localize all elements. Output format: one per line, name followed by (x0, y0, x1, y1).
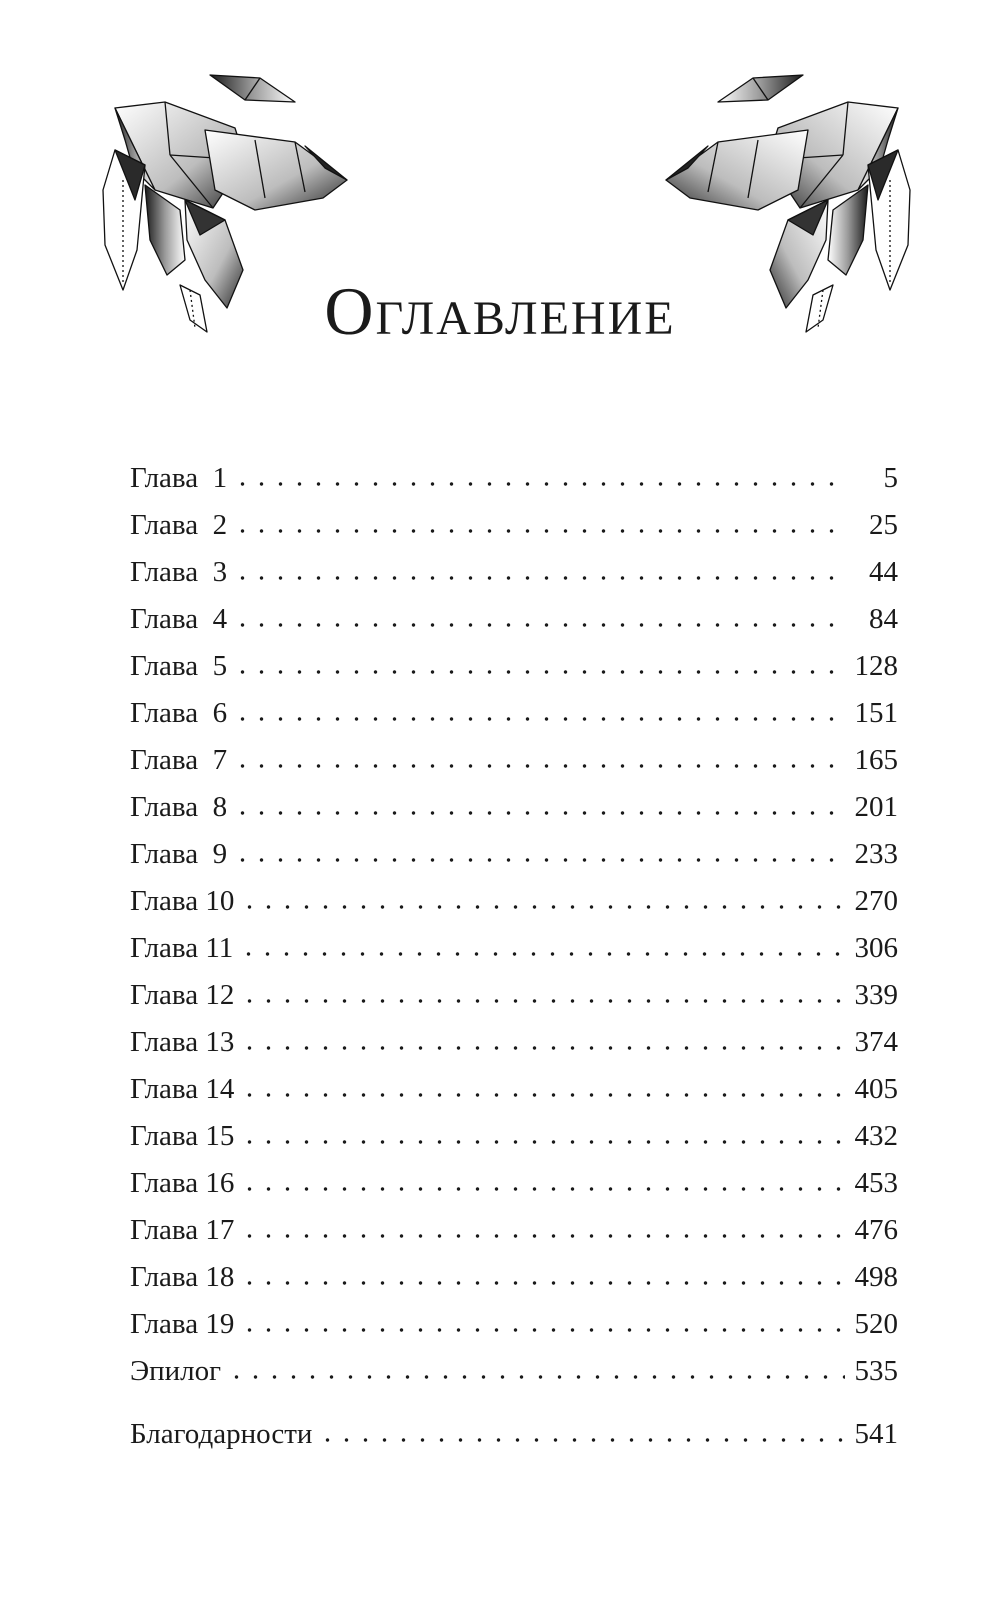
toc-entry-label: Глава 17 (130, 1214, 235, 1246)
toc-entry-label: Эпилог (130, 1355, 222, 1387)
toc-entry-page-number: 201 (854, 791, 898, 823)
toc-entry-label: Глава 4 (130, 603, 228, 635)
toc-entry-label: Глава 5 (130, 650, 228, 682)
toc-entry-label: Глава 3 (130, 556, 228, 588)
page-title: Оглавление (324, 273, 676, 349)
toc-entry[interactable] (130, 1066, 898, 1113)
dot-leader (233, 764, 844, 768)
toc-entry[interactable] (130, 784, 898, 831)
toc-entry[interactable] (130, 1301, 898, 1348)
dot-leader (318, 1438, 844, 1442)
toc-entry-page-number: 405 (854, 1073, 898, 1105)
toc-entry-label: Глава 19 (130, 1308, 235, 1340)
dot-leader (240, 1187, 844, 1191)
dot-leader (233, 670, 844, 674)
toc-entry[interactable] (130, 1254, 898, 1301)
toc-entry-page-number: 339 (854, 979, 898, 1011)
toc-entry-page-number: 306 (854, 932, 898, 964)
toc-entry-page-number: 535 (854, 1355, 898, 1387)
toc-entry-page-number: 44 (869, 556, 898, 588)
dot-leader (239, 952, 844, 956)
toc-entry[interactable] (130, 549, 898, 596)
table-of-contents (130, 455, 898, 1458)
toc-entry[interactable] (130, 455, 898, 502)
toc-entry-label: Глава 18 (130, 1261, 235, 1293)
dot-leader (233, 811, 844, 815)
toc-entry-label: Глава 2 (130, 509, 228, 541)
toc-entry[interactable] (130, 1348, 898, 1395)
dot-leader (240, 1328, 844, 1332)
dot-leader (240, 905, 844, 909)
toc-entry-page-number: 541 (854, 1418, 898, 1450)
dot-leader (227, 1375, 844, 1379)
toc-entry-page-number: 498 (854, 1261, 898, 1293)
toc-entry-label: Глава 14 (130, 1073, 235, 1105)
dot-leader (240, 1281, 844, 1285)
toc-entry[interactable] (130, 643, 898, 690)
toc-entry-page-number: 151 (854, 697, 898, 729)
toc-entry[interactable] (130, 502, 898, 549)
dot-leader (233, 529, 848, 533)
toc-entry-page-number: 453 (854, 1167, 898, 1199)
toc-entry-page-number: 374 (854, 1026, 898, 1058)
dot-leader (233, 576, 848, 580)
dot-leader (233, 482, 848, 486)
toc-entry-page-number: 165 (854, 744, 898, 776)
toc-entry[interactable] (130, 1160, 898, 1207)
dot-leader (233, 717, 844, 721)
toc-entry[interactable] (130, 878, 898, 925)
toc-entry-label: Глава 16 (130, 1167, 235, 1199)
dot-leader (233, 858, 844, 862)
toc-entry-page-number: 520 (854, 1308, 898, 1340)
toc-entry[interactable] (130, 1207, 898, 1254)
dot-leader (240, 1140, 844, 1144)
toc-entry[interactable] (130, 690, 898, 737)
toc-entry[interactable] (130, 1113, 898, 1160)
toc-entry[interactable] (130, 737, 898, 784)
dot-leader (240, 1046, 844, 1050)
toc-entry-page-number: 25 (869, 509, 898, 541)
toc-entry[interactable] (130, 596, 898, 643)
toc-entry-page-number: 432 (854, 1120, 898, 1152)
toc-entry-label: Глава 9 (130, 838, 228, 870)
toc-entry-page-number: 233 (854, 838, 898, 870)
dot-leader (233, 623, 848, 627)
toc-entry[interactable] (130, 972, 898, 1019)
toc-entry-label: Глава 15 (130, 1120, 235, 1152)
toc-entry[interactable] (130, 1411, 898, 1458)
toc-entry-label: Глава 11 (130, 932, 234, 964)
toc-entry[interactable] (130, 925, 898, 972)
toc-entry-page-number: 270 (854, 885, 898, 917)
toc-entry[interactable] (130, 1019, 898, 1066)
toc-entry-label: Глава 6 (130, 697, 228, 729)
toc-entry-label: Глава 8 (130, 791, 228, 823)
dot-leader (240, 1093, 844, 1097)
toc-entry-label: Глава 12 (130, 979, 235, 1011)
toc-entry-label: Глава 13 (130, 1026, 235, 1058)
toc-entry-label: Глава 7 (130, 744, 228, 776)
toc-entry-page-number: 84 (869, 603, 898, 635)
dot-leader (240, 999, 844, 1003)
toc-entry-label: Глава 1 (130, 462, 228, 494)
toc-entry-label: Глава 10 (130, 885, 235, 917)
toc-entry-page-number: 5 (883, 462, 898, 494)
dot-leader (240, 1234, 844, 1238)
toc-entry-page-number: 128 (854, 650, 898, 682)
toc-entry[interactable] (130, 831, 898, 878)
toc-entry-label: Благодарности (130, 1418, 313, 1450)
toc-entry-page-number: 476 (854, 1214, 898, 1246)
